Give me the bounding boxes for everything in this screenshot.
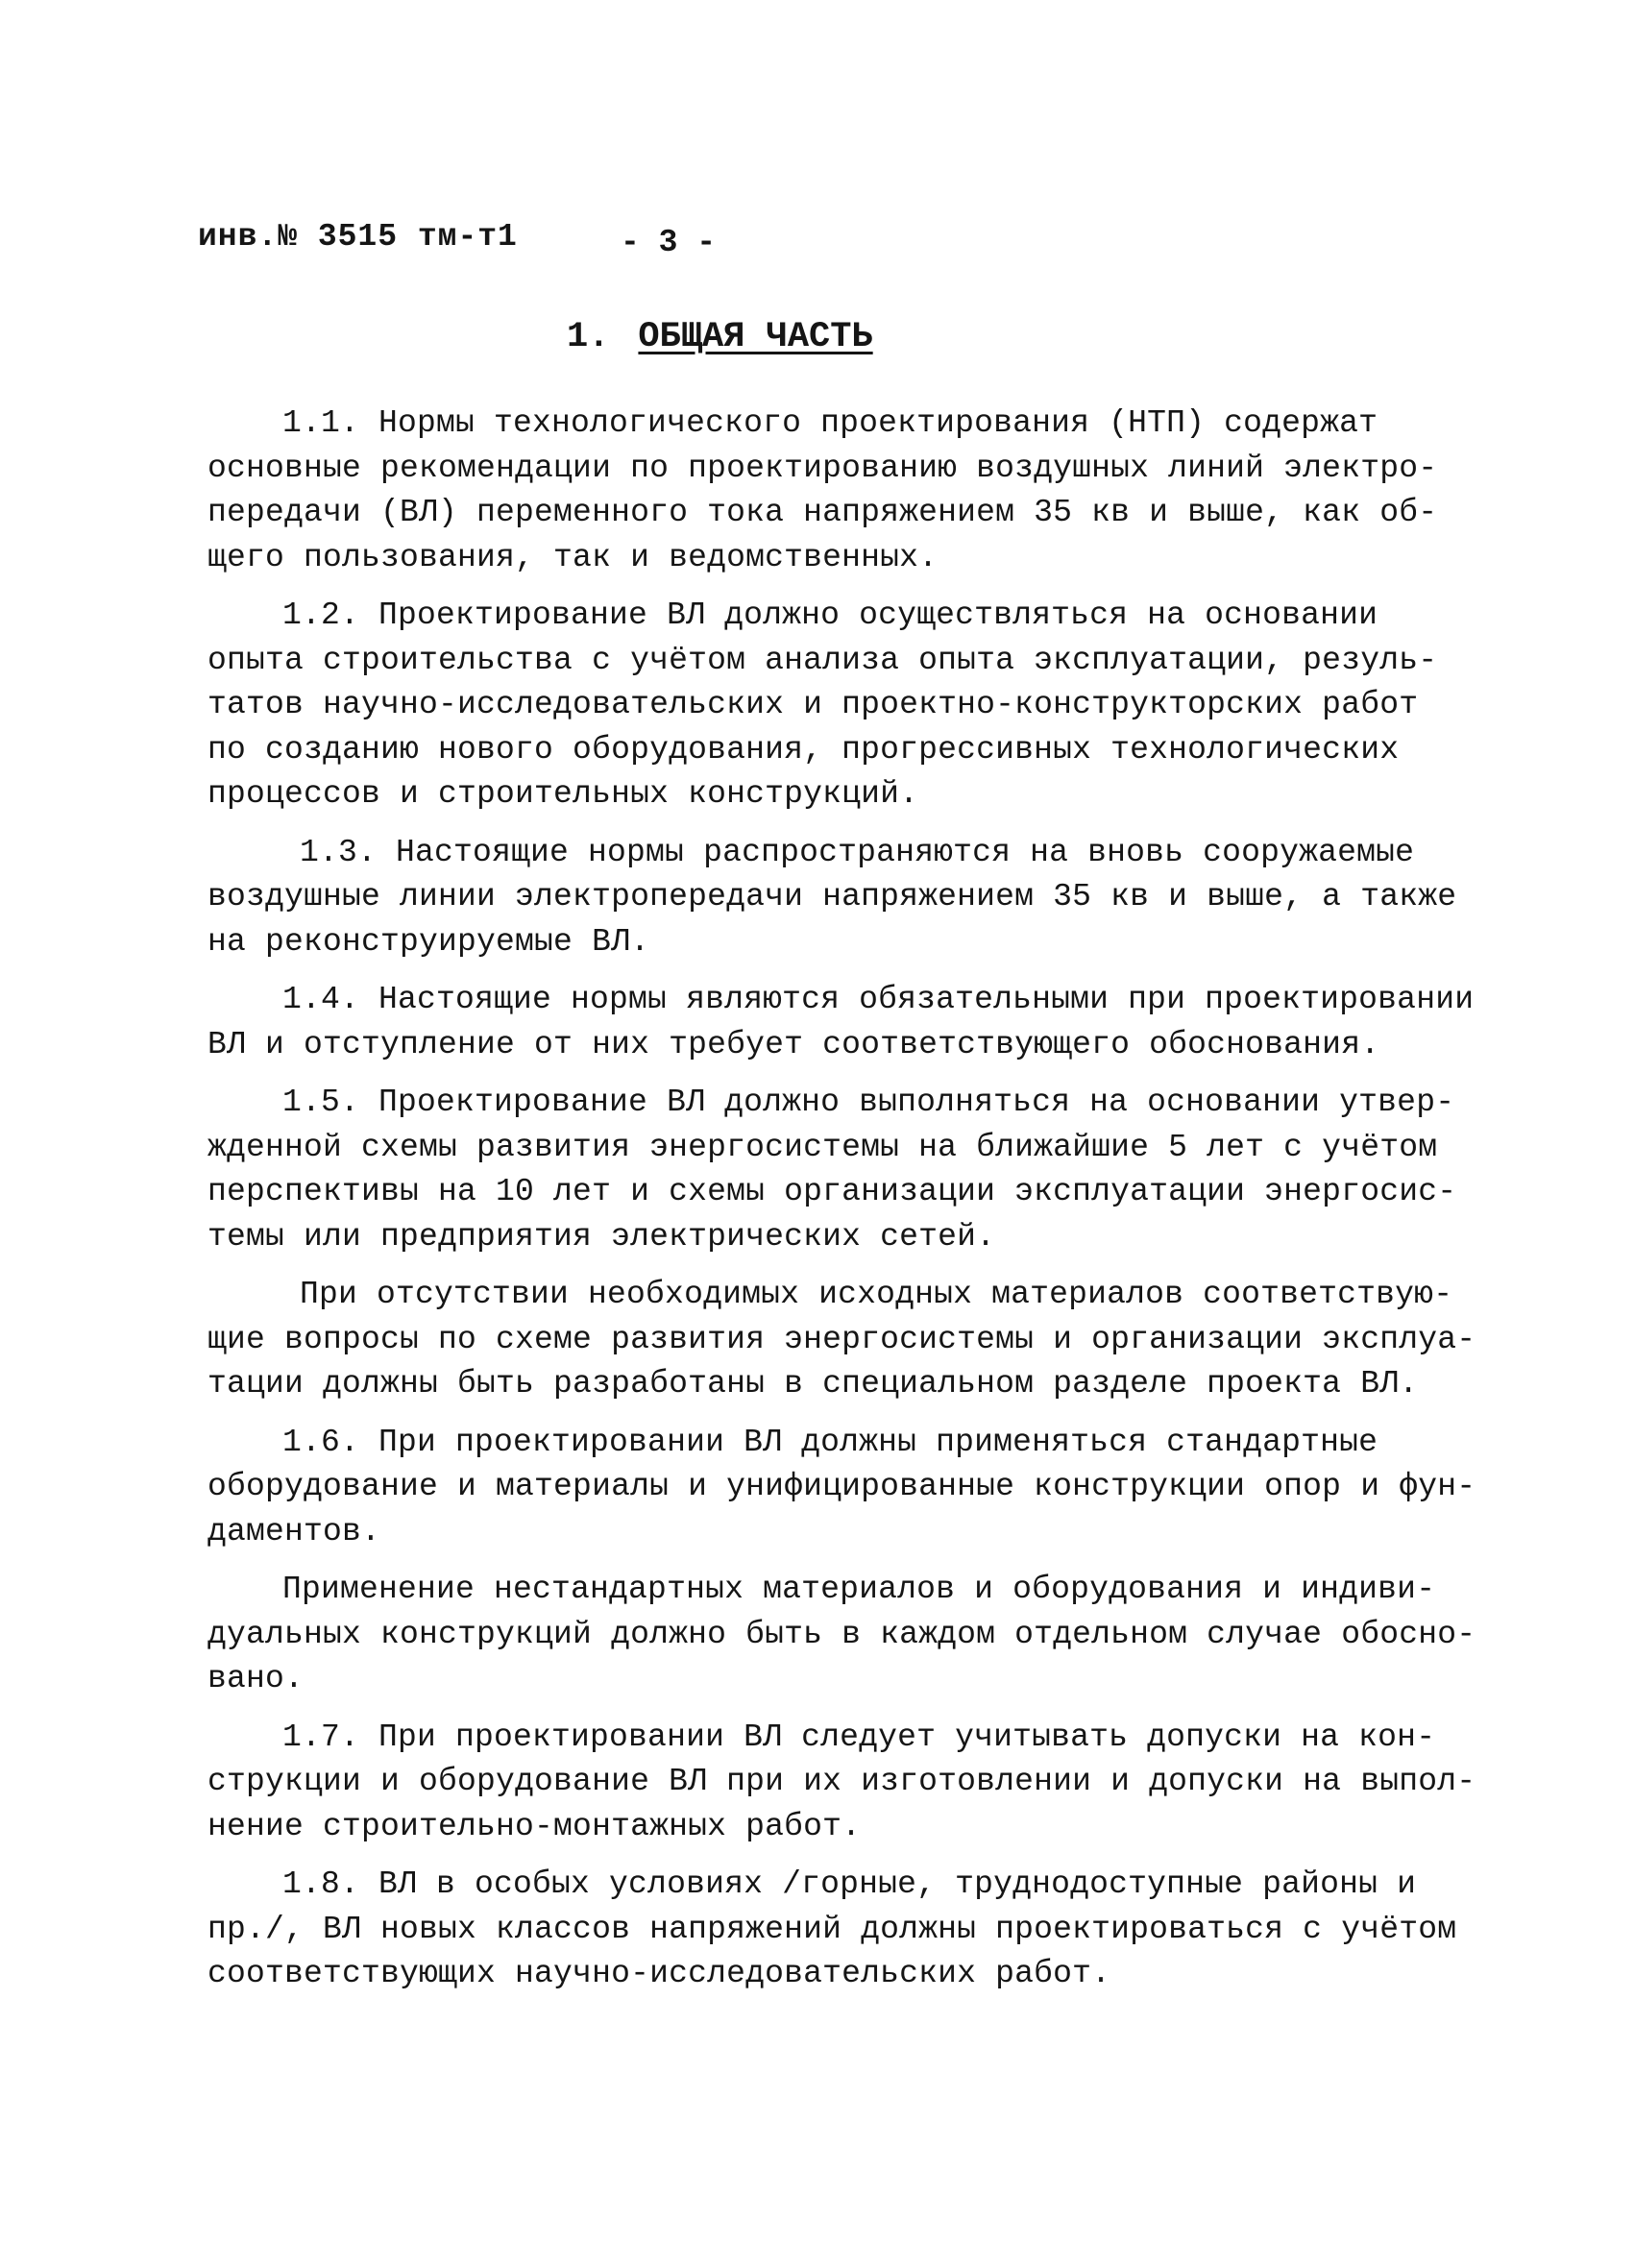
text-line: дуальных конструкций должно быть в каждом отдельном случае обосно- <box>207 1616 1476 1652</box>
text-line: 1.2. Проектирование ВЛ должно осуществляться на основании <box>282 597 1378 633</box>
text-line: струкции и оборудование ВЛ при их изготовлении и допуски на выпол- <box>207 1764 1476 1799</box>
text-line: перспективы на 10 лет и схемы организации эксплуатации энергосис- <box>207 1174 1457 1209</box>
text-line: основные рекомендации по проектированию воздушных линий электро- <box>207 450 1438 486</box>
text-line: ВЛ и отступление от них требует соответствующего обоснования. <box>207 1026 1380 1062</box>
text-line: 1.6. При проектировании ВЛ должны применяться стандартные <box>282 1424 1378 1460</box>
text-line: передачи (ВЛ) переменного тока напряжением 35 кв и выше, как об- <box>207 495 1438 530</box>
section-name: ОБЩАЯ ЧАСТЬ <box>638 317 873 357</box>
section-number: 1. <box>567 317 610 357</box>
text-line: 1.5. Проектирование ВЛ должно выполняться на основании утвер- <box>282 1085 1455 1120</box>
text-line: 1.7. При проектировании ВЛ следует учитывать допуски на кон- <box>282 1719 1436 1755</box>
paragraph-1-5 <box>207 1081 1457 1259</box>
text-line: 1.8. ВЛ в особых условиях /горные, труднодоступные районы и <box>282 1866 1417 1902</box>
inventory-number: инв.№ 3515 тм-т1 <box>198 219 518 255</box>
text-line: по созданию нового оборудования, прогрессивных технологических <box>207 731 1400 768</box>
section-title <box>567 317 873 357</box>
text-line: вано. <box>207 1661 305 1696</box>
text-line: татов научно-исследовательских и проектно-конструкторских работ <box>207 687 1419 722</box>
paragraph-1-5-note <box>207 1273 1476 1407</box>
paragraph-1-1 <box>207 402 1447 580</box>
text-line: щие вопросы по схеме развития энергосистемы и организации эксплуа- <box>207 1321 1476 1357</box>
page-number: - 3 - <box>621 225 717 260</box>
text-line: 1.3. Настоящие нормы распространяются на вновь сооружаемые <box>300 834 1415 870</box>
paragraph-1-4 <box>207 978 1475 1067</box>
document-body <box>207 402 1476 2011</box>
paragraph-1-6 <box>207 1421 1476 1555</box>
paragraph-1-3 <box>207 831 1457 965</box>
text-line: оборудование и материалы и унифицированные конструкции опор и фун- <box>207 1469 1476 1504</box>
text-line: воздушные линии электропередачи напряжением 35 кв и выше, а также <box>207 879 1457 915</box>
text-line: щего пользования, так и ведомственных. <box>207 539 939 575</box>
text-line: опыта строительства с учётом анализа опыта эксплуатации, резуль- <box>207 642 1438 678</box>
text-line: тации должны быть разработаны в специальном разделе проекта ВЛ. <box>207 1366 1419 1402</box>
page-header <box>198 219 1447 277</box>
text-line: даментов. <box>207 1513 381 1549</box>
text-line: темы или предприятия электрических сетей. <box>207 1218 996 1255</box>
paragraph-1-8 <box>207 1863 1457 1997</box>
text-line: соответствующих научно-исследовательских работ. <box>207 1956 1111 1991</box>
text-line: процессов и строительных конструкций. <box>207 776 919 812</box>
text-line: жденной схемы развития энергосистемы на ближайшие 5 лет с учётом <box>207 1129 1438 1165</box>
text-line: При отсутствии необходимых исходных материалов соответствую- <box>300 1277 1453 1312</box>
text-line: нение строительно-монтажных работ. <box>207 1808 862 1844</box>
text-line: Применение нестандартных материалов и оборудования и индиви- <box>282 1572 1436 1607</box>
paragraph-1-6-note <box>207 1568 1476 1702</box>
paragraph-1-7 <box>207 1716 1476 1850</box>
text-line: пр./, ВЛ новых классов напряжений должны проектироваться с учётом <box>207 1911 1457 1947</box>
text-line: на реконструируемые ВЛ. <box>207 923 650 960</box>
paragraph-1-2 <box>207 594 1447 817</box>
text-line: 1.4. Настоящие нормы являются обязательными при проектировании <box>282 982 1475 1017</box>
text-line: 1.1. Нормы технологического проектирования (НТП) содержат <box>282 405 1378 441</box>
